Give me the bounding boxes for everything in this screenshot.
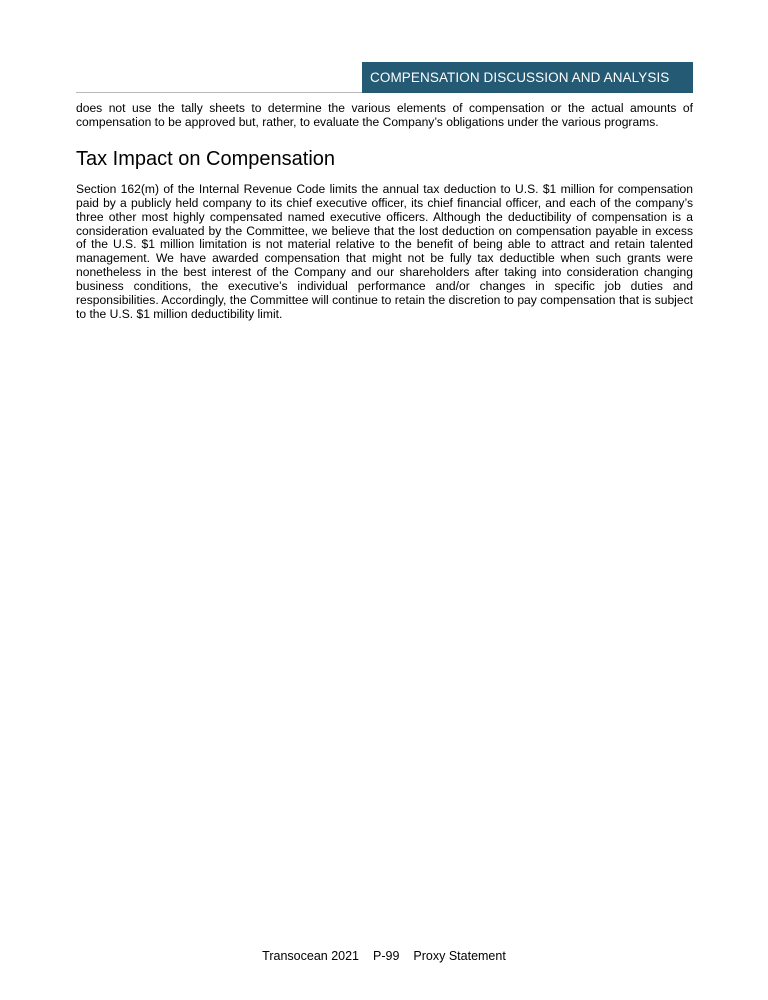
page-footer — [0, 949, 768, 964]
tax-impact-paragraph: Section 162(m) of the Internal Revenue Code limits the annual tax deduction to U.S. $1 million for compensation paid by a publicly held company to its chief executive officer, its chief financial officer, and each of the company’s three other most highly compensated named executive officers. Although the deductibility of compensation is a consideration evaluated by the Committee, we believe that the lost deduction on compensation payable in excess of the U.S. $1 million limitation is not material relative to the benefit of being able to attract and retain talented management. We have awarded compensation that might not be fully tax deductible when such grants were nonetheless in the best interest of the Company and our shareholders after taking into consideration changing business conditions, the executive’s individual performance and/or changes in specific job duties and responsibilities. Accordingly, the Committee will continue to retain the discretion to pay compensation that is subject to the U.S. $1 million deductibility limit. — [76, 181, 693, 321]
section-heading: Tax Impact on Compensation — [76, 147, 336, 170]
intro-paragraph: does not use the tally sheets to determine the various elements of compensation or the actual amounts of compensation to be approved but, rather, to evaluate the Company’s obligations under the various programs. — [76, 101, 693, 129]
footer-page-number: P-99 — [373, 949, 400, 963]
footer-document-name: Proxy Statement — [413, 949, 506, 963]
section-title-banner: COMPENSATION DISCUSSION AND ANALYSIS — [362, 62, 693, 93]
page-body — [76, 102, 693, 322]
footer-company-year: Transocean 2021 — [262, 949, 359, 963]
